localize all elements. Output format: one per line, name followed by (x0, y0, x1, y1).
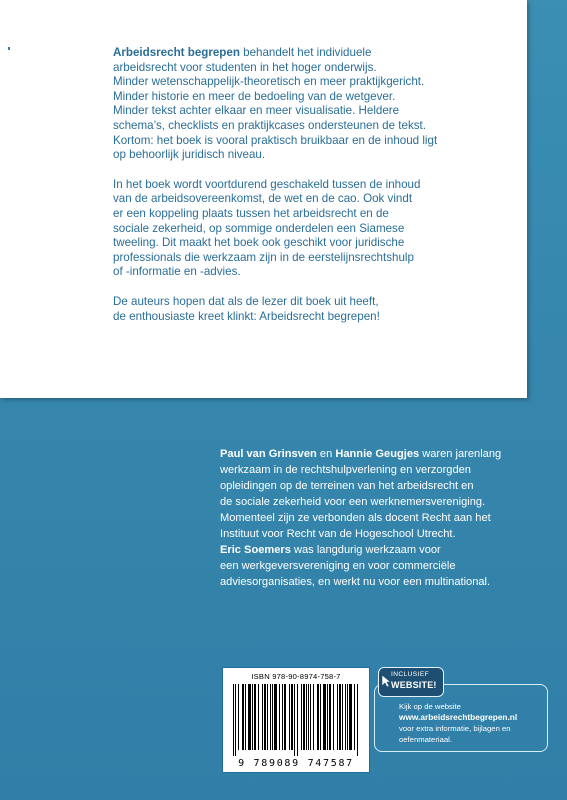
print-speck (8, 47, 10, 50)
blurb-paragraph-1: Arbeidsrecht begrepen behandelt het individuele arbeidsrecht voor studenten in het hoger onderwijs. Minder wetenschappelijk-theoretisch en meer praktijkgericht. Minder historie en meer de bedoeling van de wetgever. Minder tekst achter elkaar en meer visualisatie. Heldere schema’s, checklists en praktijkcases ondersteunen de tekst. Kortom: het boek is vooral praktisch bruikbaar en de inhoud ligt op behoorlijk juridisch niveau. (113, 46, 438, 162)
book-title-lead: Arbeidsrecht begrepen (113, 46, 240, 59)
barcode-bar (313, 684, 314, 750)
description-panel (0, 0, 527, 398)
barcode-bar (270, 684, 271, 750)
barcode-bar (342, 684, 343, 750)
barcode-bar (272, 684, 273, 750)
barcode-bar (274, 684, 277, 750)
author-name-1: Paul van Grinsven (220, 448, 317, 460)
ean-digits: 9 789089 747587 (238, 758, 354, 769)
author-bio: Paul van Grinsven en Hannie Geugjes waren jarenlang werkzaam in de rechtshulpverlening en verzorgden opleidingen op de terreinen van het arbeidsrecht en de sociale zekerheid voor een werknemersvereniging. Momenteel zijn ze verbonden als docent Recht aan het Instituut voor Recht van de Hogeschool Utrecht. Eric Soemers was langdurig werkzaam voor een werkgeversvereniging en voor commerciële adviesorganisaties, en werkt nu voor een multinational. (220, 448, 502, 589)
barcode-bar (282, 684, 283, 750)
barcode-bar (323, 684, 326, 750)
barcode-bar (242, 684, 244, 750)
barcode-bar (354, 684, 355, 750)
barcode-bar (294, 684, 295, 756)
barcode-bar (339, 684, 341, 750)
barcode-bar (327, 684, 328, 750)
barcode-bar (301, 684, 302, 750)
author-name-3: Eric Soemers (220, 544, 291, 557)
barcode-bar (252, 684, 253, 750)
barcode-bar (267, 684, 268, 750)
barcode-bar (258, 684, 259, 750)
barcode-bar (320, 684, 321, 750)
barcode-bar (329, 684, 331, 750)
barcode-bar (349, 684, 352, 750)
barcode-bar (333, 684, 334, 750)
isbn-label: ISBN 978-90-8974-758-7 (251, 672, 341, 681)
barcode-bar (308, 684, 309, 750)
barcode-bar (264, 684, 266, 750)
author-name-2: Hannie Geugjes (335, 448, 420, 460)
barcode-bar (347, 684, 348, 750)
barcode-bar (303, 684, 305, 750)
website-intro: Kijk op de website (399, 702, 461, 711)
barcode-bar (357, 684, 358, 756)
blurb-text (113, 46, 513, 324)
website-badge (378, 667, 444, 697)
website-url[interactable]: www.arbeidsrechtbegrepen.nl (399, 712, 518, 722)
barcode-bar (235, 684, 236, 756)
barcode-bar (337, 684, 338, 750)
barcode-bar (233, 684, 234, 756)
badge-top-text: INCLUSIEF (391, 671, 430, 678)
barcode-bar (254, 684, 256, 750)
barcode-bar (248, 684, 251, 750)
barcode-bars (233, 684, 359, 756)
barcode-bar (345, 684, 346, 750)
cursor-arrow-icon (381, 674, 391, 688)
barcode-bar (289, 684, 290, 750)
barcode-bar (284, 684, 286, 750)
barcode-bar (291, 684, 293, 750)
barcode-bar (297, 684, 298, 756)
website-info-box: Kijk op de website www.arbeidsrechtbegrepen.nl voor extra informatie, bijlagen en oefenmateriaal. (374, 684, 548, 752)
barcode-bar (245, 684, 246, 750)
blurb-paragraph-3: De auteurs hopen dat als de lezer dit boek uit heeft, de enthousiaste kreet klinkt: Arbeidsrecht begrepen! (113, 294, 380, 323)
barcode-bar (262, 684, 263, 750)
barcode-bar (306, 684, 307, 750)
barcode-bar (238, 684, 239, 750)
isbn-barcode (222, 667, 370, 773)
barcode-bar (310, 684, 311, 750)
barcode-bar (317, 684, 319, 750)
badge-main-text: WEBSITE! (391, 680, 437, 690)
barcode-bar (279, 684, 280, 750)
blurb-paragraph-2: In het boek wordt voortdurend geschakeld tussen de inhoud van de arbeidsovereenkomst, de wet en de cao. Ook vindt er een koppeling plaats tussen het arbeidsrecht en de sociale zekerheid, op sommige onderdelen een Siamese tweeling. Dit maakt het boek ook geschikt voor juridische professionals die werkzaam zijn in de eerstelijnsrechtshulp of -informatie en -advies. (113, 177, 421, 279)
